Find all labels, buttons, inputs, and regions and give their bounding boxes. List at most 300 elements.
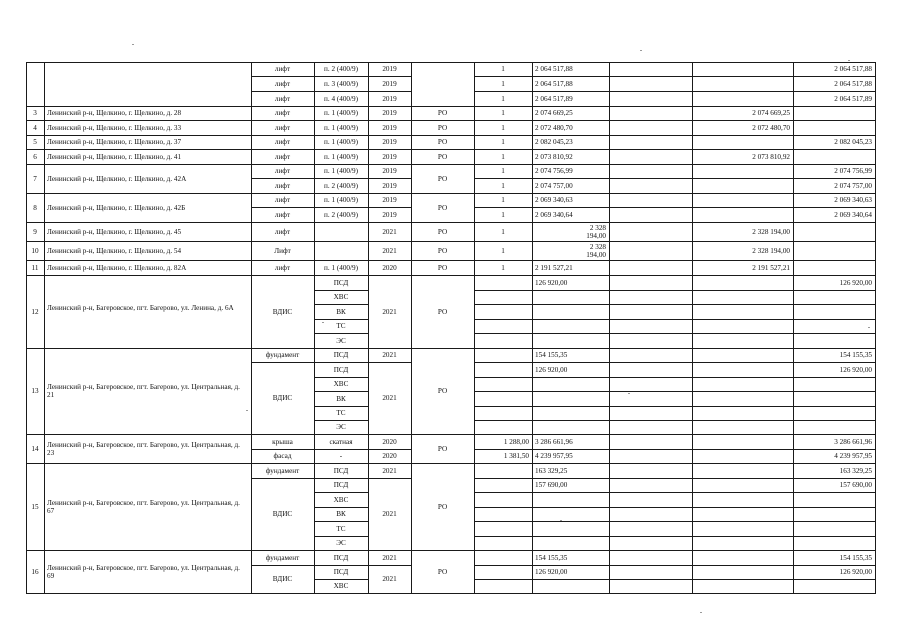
year-cell: 2021 (382, 575, 397, 583)
total-cost-cell: 154 155,35 (535, 554, 568, 562)
table-rule (474, 550, 876, 551)
element-cell: ХВС (333, 496, 349, 504)
table-rule (251, 550, 315, 551)
table-rule (314, 135, 369, 136)
work-type-cell: лифт (274, 211, 291, 219)
table-rule (26, 260, 252, 261)
table-rule (474, 521, 876, 522)
table-rule (474, 106, 876, 107)
table-rule (474, 449, 876, 450)
table-rule (251, 207, 315, 208)
table-rule (314, 536, 369, 537)
row-number: 10 (31, 247, 39, 255)
total-cost-cell: 157 690,00 (535, 481, 568, 489)
scan-speck (132, 44, 134, 45)
cost-cell: 3 286 661,96 (834, 438, 872, 446)
quantity-cell: 1 (501, 109, 505, 117)
table-rule (368, 362, 412, 363)
total-cost-cell: 2 069 340,63 (535, 196, 573, 204)
table-rule (368, 275, 412, 276)
total-cost-cell: 3 286 661,96 (535, 438, 573, 446)
cost-cell: 126 920,00 (839, 366, 872, 374)
element-cell: ПСД (333, 279, 349, 287)
table-rule (474, 362, 876, 363)
quantity-cell: 1 (501, 80, 505, 88)
element-cell: ЭС (336, 337, 346, 345)
cost-cell: 2 328 194,00 (752, 247, 790, 255)
table-rule (474, 275, 876, 276)
table-rule (26, 135, 252, 136)
table-rule (251, 120, 315, 121)
element-cell: ПСД (333, 351, 349, 359)
work-type-cell: Лифт (274, 247, 291, 255)
cost-cell: 154 155,35 (839, 554, 872, 562)
year-cell: 2021 (382, 467, 397, 475)
table-rule (314, 463, 369, 464)
address-cell: Ленинский р-н, Щелкино, г. Щелкино, д. 45 (47, 228, 182, 236)
work-type-cell: лифт (274, 124, 291, 132)
table-rule (368, 76, 412, 77)
table-rule (474, 579, 876, 580)
table-rule (251, 76, 315, 77)
table-rule (251, 260, 315, 261)
quantity-cell: 1 (501, 182, 505, 190)
table-rule (26, 241, 252, 242)
table-rule (474, 377, 876, 378)
table-rule (314, 319, 369, 320)
year-cell: 2019 (382, 182, 397, 190)
table-rule (314, 222, 369, 223)
table-rule (368, 222, 412, 223)
total-cost-cell: 2 191 527,21 (535, 264, 573, 272)
table-rule (251, 91, 315, 92)
table-rule (251, 362, 315, 363)
element-cell: ПСД (333, 568, 349, 576)
table-rule (368, 449, 412, 450)
year-cell: 2019 (382, 80, 397, 88)
work-type-cell: лифт (274, 153, 291, 161)
cost-cell: 2 073 810,92 (752, 153, 790, 161)
table-rule (474, 62, 475, 594)
element-cell: п. 1 (400/9) (324, 264, 358, 272)
table-rule (314, 91, 369, 92)
table-rule (26, 593, 876, 594)
row-number: 3 (33, 109, 37, 117)
table-rule (368, 149, 412, 150)
element-cell: ПСД (333, 366, 349, 374)
org-cell: РО (437, 124, 448, 132)
org-cell: РО (437, 228, 448, 236)
cost-cell: 2 074 756,99 (834, 167, 872, 175)
cost-cell: 2 191 527,21 (752, 264, 790, 272)
table-rule (314, 550, 369, 551)
table-rule (474, 319, 876, 320)
org-cell: РО (437, 503, 448, 511)
table-rule (251, 178, 315, 179)
table-rule (314, 565, 369, 566)
address-cell: Ленинский р-н, Щелкино, г. Щелкино, д. 28 (47, 109, 182, 117)
cost-cell: 126 920,00 (839, 568, 872, 576)
cost-cell: 2 074 669,25 (752, 109, 790, 117)
cost-cell: 2 069 340,64 (834, 211, 872, 219)
year-cell: 2019 (382, 124, 397, 132)
year-cell: 2019 (382, 153, 397, 161)
table-rule (474, 241, 876, 242)
table-rule (474, 565, 876, 566)
table-rule (26, 120, 252, 121)
table-rule (793, 62, 794, 594)
table-rule (474, 304, 876, 305)
table-rule (411, 260, 475, 261)
element-cell: ТС (336, 525, 346, 533)
cost-cell: 2 064 517,88 (834, 80, 872, 88)
table-rule (26, 348, 252, 349)
row-number: 12 (31, 308, 39, 316)
table-rule (251, 449, 315, 450)
total-cost-cell: 2 064 517,88 (535, 65, 573, 73)
table-rule (368, 260, 412, 261)
table-rule (411, 120, 475, 121)
work-type-cell: лифт (274, 196, 291, 204)
table-rule (474, 164, 876, 165)
element-cell: п. 2 (400/9) (324, 211, 358, 219)
element-cell: п. 1 (400/9) (324, 124, 358, 132)
row-number: 5 (33, 138, 37, 146)
table-rule (251, 62, 252, 594)
table-rule (368, 478, 412, 479)
table-rule (368, 565, 412, 566)
address-cell: Ленинский р-н, Щелкино, г. Щелкино, д. 33 (47, 124, 182, 132)
table-rule (368, 106, 412, 107)
org-cell: РО (437, 175, 448, 183)
table-rule (474, 120, 876, 121)
table-rule (314, 434, 369, 435)
year-cell: 2020 (382, 264, 397, 272)
element-cell: ТС (336, 409, 346, 417)
org-cell: РО (437, 308, 448, 316)
table-rule (474, 507, 876, 508)
total-cost-cell: 2 328 194,00 (586, 243, 606, 259)
table-rule (314, 377, 369, 378)
address-cell: Ленинский р-н, Багеровское, пгт. Багерово, ул. Центральная, д. 67 (47, 499, 240, 515)
row-number: 11 (31, 264, 39, 272)
work-type-cell: ВДИС (272, 575, 293, 583)
address-cell: Ленинский р-н, Багеровское, пгт. Багерово, ул. Центральная, д. 69 (47, 564, 240, 580)
table-rule (251, 135, 315, 136)
table-rule (314, 260, 369, 261)
year-cell: 2020 (382, 438, 397, 446)
work-type-cell: фундамент (265, 554, 300, 562)
total-cost-cell: 2 074 669,25 (535, 109, 573, 117)
total-cost-cell: 2 328 194,00 (586, 224, 606, 240)
quantity-cell: 1 (501, 247, 505, 255)
year-cell: 2021 (382, 394, 397, 402)
table-rule (368, 91, 412, 92)
row-number: 9 (33, 228, 37, 236)
table-rule (474, 222, 876, 223)
table-rule (474, 391, 876, 392)
table-rule (314, 478, 369, 479)
org-cell: РО (437, 153, 448, 161)
work-type-cell: лифт (274, 80, 291, 88)
scan-speck (560, 520, 562, 521)
table-rule (474, 434, 876, 435)
row-number: 13 (31, 387, 39, 395)
quantity-cell: 1 (501, 65, 505, 73)
element-cell: п. 1 (400/9) (324, 138, 358, 146)
year-cell: 2021 (382, 228, 397, 236)
org-cell: РО (437, 445, 448, 453)
table-rule (314, 275, 369, 276)
total-cost-cell: 126 920,00 (535, 279, 568, 287)
table-rule (474, 492, 876, 493)
work-type-cell: лифт (274, 182, 291, 190)
scan-speck (868, 327, 870, 328)
element-cell: п. 1 (400/9) (324, 196, 358, 204)
year-cell: 2021 (382, 351, 397, 359)
row-number: 15 (31, 503, 39, 511)
table-rule (474, 348, 876, 349)
year-cell: 2019 (382, 167, 397, 175)
table-rule (251, 241, 315, 242)
element-cell: скатная (329, 438, 353, 446)
address-cell: Ленинский р-н, Щелкино, г. Щелкино, д. 42А (47, 175, 187, 183)
table-rule (251, 348, 315, 349)
year-cell: 2019 (382, 109, 397, 117)
table-rule (474, 207, 876, 208)
scan-speck (700, 612, 702, 613)
work-type-cell: лифт (274, 167, 291, 175)
cost-cell: 2 082 045,23 (834, 138, 872, 146)
table-rule (474, 290, 876, 291)
address-cell: Ленинский р-н, Багеровское, пгт. Багерово, ул. Центральная, д. 21 (47, 383, 240, 399)
table-rule (314, 348, 369, 349)
table-rule (875, 62, 876, 594)
table-rule (251, 478, 315, 479)
org-cell: РО (437, 247, 448, 255)
table-rule (474, 333, 876, 334)
table-rule (26, 222, 252, 223)
cost-cell: 2 069 340,63 (834, 196, 872, 204)
table-rule (368, 348, 412, 349)
table-rule (609, 62, 610, 594)
table-rule (26, 550, 252, 551)
cost-cell: 2 064 517,89 (834, 95, 872, 103)
cost-cell: 126 920,00 (839, 279, 872, 287)
table-rule (251, 164, 315, 165)
table-rule (368, 207, 412, 208)
table-rule (314, 420, 369, 421)
work-type-cell: ВДИС (272, 510, 293, 518)
element-cell: п. 1 (400/9) (324, 167, 358, 175)
quantity-cell: 1 288,00 (503, 438, 529, 446)
work-type-cell: лифт (274, 95, 291, 103)
table-rule (314, 241, 369, 242)
table-rule (368, 463, 412, 464)
table-rule (411, 106, 475, 107)
table-rule (368, 164, 412, 165)
element-cell: ХВС (333, 293, 349, 301)
table-rule (411, 241, 475, 242)
quantity-cell: 1 (501, 138, 505, 146)
table-rule (474, 478, 876, 479)
address-cell: Ленинский р-н, Щелкино, г. Щелкино, д. 42Б (47, 204, 186, 212)
quantity-cell: 1 (501, 228, 505, 236)
total-cost-cell: 154 155,35 (535, 351, 568, 359)
year-cell: 2021 (382, 510, 397, 518)
element-cell: п. 2 (400/9) (324, 182, 358, 190)
work-type-cell: ВДИС (272, 308, 293, 316)
quantity-cell: 1 (501, 167, 505, 175)
element-cell: ПСД (333, 467, 349, 475)
year-cell: 2021 (382, 247, 397, 255)
table-rule (26, 164, 252, 165)
scan-speck (246, 410, 248, 411)
table-rule (474, 193, 876, 194)
total-cost-cell: 126 920,00 (535, 366, 568, 374)
table-rule (368, 120, 412, 121)
year-cell: 2019 (382, 65, 397, 73)
total-cost-cell: 2 064 517,89 (535, 95, 573, 103)
table-rule (251, 193, 315, 194)
row-number: 8 (33, 204, 37, 212)
table-rule (368, 550, 412, 551)
table-rule (474, 420, 876, 421)
element-cell: п. 1 (400/9) (324, 109, 358, 117)
element-cell: ЭС (336, 539, 346, 547)
element-cell: ВК (336, 510, 346, 518)
cost-cell: 4 239 957,95 (834, 452, 872, 460)
org-cell: РО (437, 264, 448, 272)
element-cell: ХВС (333, 582, 349, 590)
table-rule (314, 178, 369, 179)
table-rule (314, 521, 369, 522)
table-rule (474, 91, 876, 92)
table-rule (251, 222, 315, 223)
table-rule (26, 463, 252, 464)
total-cost-cell: 2 069 340,64 (535, 211, 573, 219)
total-cost-cell: 163 329,25 (535, 467, 568, 475)
table-rule (314, 507, 369, 508)
year-cell: 2019 (382, 211, 397, 219)
table-rule (368, 241, 412, 242)
address-cell: Ленинский р-н, Щелкино, г. Щелкино, д. 41 (47, 153, 182, 161)
table-rule (474, 149, 876, 150)
table-rule (314, 164, 369, 165)
table-rule (532, 62, 533, 594)
table-rule (474, 406, 876, 407)
table-rule (474, 178, 876, 179)
table-rule (314, 391, 369, 392)
org-cell: РО (437, 109, 448, 117)
total-cost-cell: 4 239 957,95 (535, 452, 573, 460)
table-rule (411, 164, 475, 165)
table-rule (26, 62, 27, 594)
table-rule (314, 207, 369, 208)
table-rule (368, 62, 369, 594)
table-rule (251, 565, 315, 566)
year-cell: 2019 (382, 138, 397, 146)
table-rule (474, 536, 876, 537)
element-cell: ТС (336, 322, 346, 330)
scan-speck (628, 393, 630, 394)
quantity-cell: 1 (501, 196, 505, 204)
table-rule (26, 62, 876, 63)
table-rule (251, 434, 315, 435)
table-rule (314, 449, 369, 450)
work-type-cell: фундамент (265, 351, 300, 359)
work-type-cell: лифт (274, 264, 291, 272)
table-rule (251, 463, 315, 464)
work-type-cell: крыша (272, 438, 293, 446)
table-rule (474, 135, 876, 136)
element-cell: ПСД (333, 554, 349, 562)
year-cell: 2021 (382, 308, 397, 316)
quantity-cell: 1 (501, 211, 505, 219)
work-type-cell: лифт (274, 138, 291, 146)
table-rule (411, 62, 412, 594)
element-cell: п. 2 (400/9) (324, 65, 358, 73)
address-cell: Ленинский р-н, Багеровское, пгт. Багерово, ул. Центральная, д. 23 (47, 441, 240, 457)
address-cell: Ленинский р-н, Щелкино, г. Щелкино, д. 37 (47, 138, 182, 146)
work-type-cell: фасад (273, 452, 292, 460)
total-cost-cell: 2 072 480,70 (535, 124, 573, 132)
quantity-cell: 1 (501, 153, 505, 161)
table-rule (26, 434, 252, 435)
element-cell: ВК (336, 395, 346, 403)
table-rule (474, 260, 876, 261)
row-number: 7 (33, 175, 37, 183)
work-type-cell: фундамент (265, 467, 300, 475)
cost-cell: 163 329,25 (839, 467, 872, 475)
table-rule (411, 275, 475, 276)
table-rule (314, 106, 369, 107)
table-rule (26, 275, 252, 276)
table-rule (368, 135, 412, 136)
element-cell: ПСД (333, 481, 349, 489)
table-rule (411, 222, 475, 223)
table-rule (314, 492, 369, 493)
table-rule (26, 106, 252, 107)
table-rule (251, 106, 315, 107)
year-cell: 2020 (382, 452, 397, 460)
table-rule (368, 193, 412, 194)
row-number: 14 (31, 445, 39, 453)
table-rule (411, 193, 475, 194)
total-cost-cell: 126 920,00 (535, 568, 568, 576)
table-rule (314, 76, 369, 77)
scan-speck (640, 50, 642, 51)
row-number: 6 (33, 153, 37, 161)
org-cell: РО (437, 387, 448, 395)
org-cell: РО (437, 204, 448, 212)
table-rule (411, 149, 475, 150)
cost-cell: 154 155,35 (839, 351, 872, 359)
element-cell: ХВС (333, 380, 349, 388)
total-cost-cell: 2 074 757,00 (535, 182, 573, 190)
work-type-cell: ВДИС (272, 394, 293, 402)
scan-speck (322, 322, 324, 323)
element-cell: ВК (336, 308, 346, 316)
total-cost-cell: 2 074 756,99 (535, 167, 573, 175)
element-cell: п. 1 (400/9) (324, 153, 358, 161)
address-cell: Ленинский р-н, Щелкино, г. Щелкино, д. 82А (47, 264, 187, 272)
table-rule (314, 333, 369, 334)
table-rule (368, 434, 412, 435)
table-rule (314, 290, 369, 291)
table-rule (411, 463, 475, 464)
cost-cell: 2 072 480,70 (752, 124, 790, 132)
